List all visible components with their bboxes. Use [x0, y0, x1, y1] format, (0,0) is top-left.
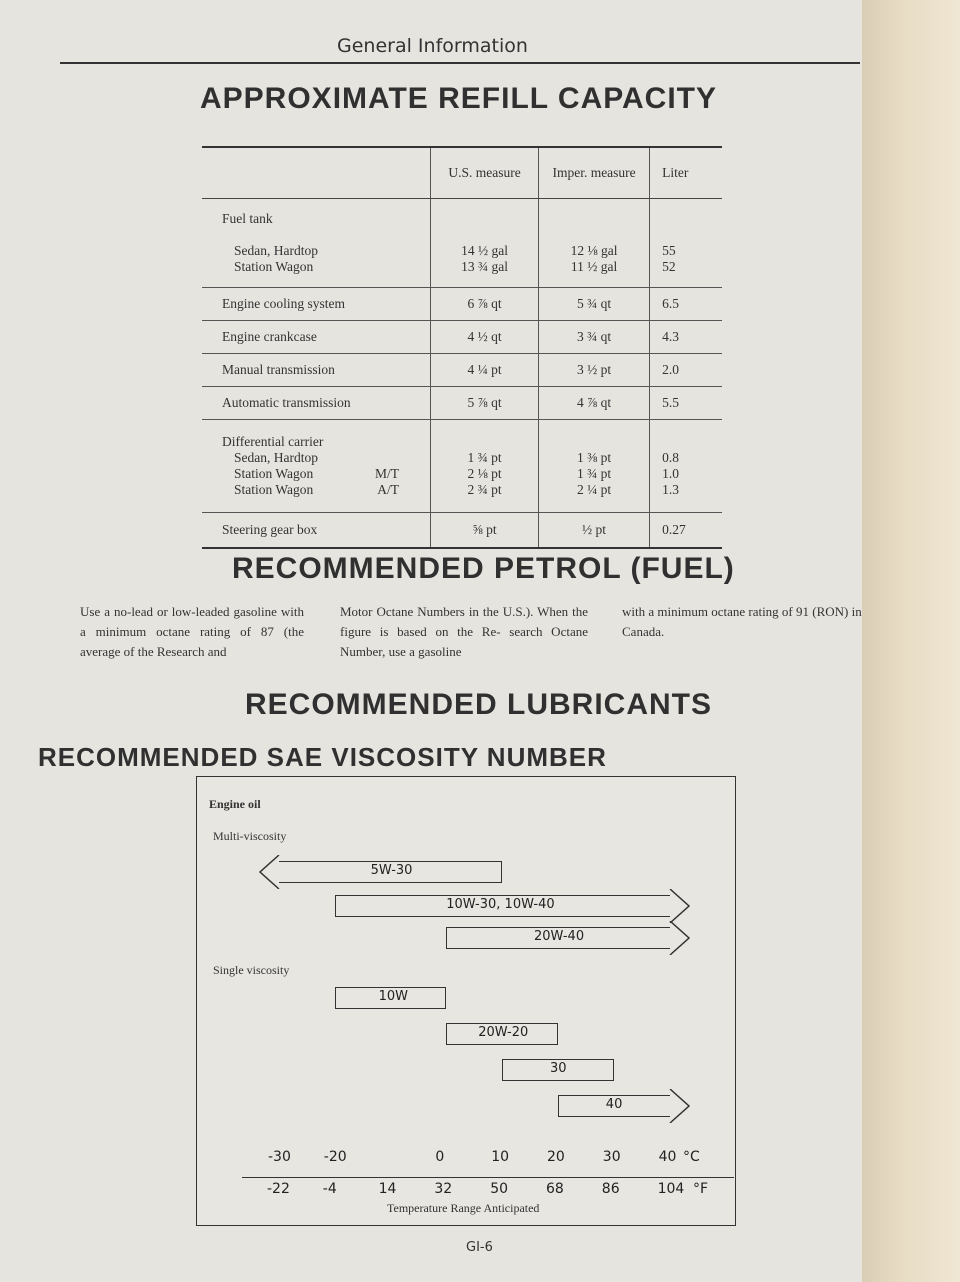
table-row: Automatic transmission 5 ⅞ qt 4 ⅞ qt 5.5 [202, 387, 722, 420]
arrow-right-icon [668, 889, 690, 923]
arrow-right-icon [668, 921, 690, 955]
page-header: General Information [337, 35, 528, 57]
table-header-row [202, 147, 722, 199]
fahrenheit-tick: 104 [657, 1181, 685, 1197]
celsius-tick: 20 [547, 1149, 565, 1165]
table-row: Fuel tank Sedan, Hardtop Station Wagon 14 ½ gal 13 ¾ gal 12 ⅛ gal 11 ½ gal 55 52 [202, 199, 722, 288]
refill-capacity-title: APPROXIMATE REFILL CAPACITY [200, 82, 718, 115]
celsius-tick: 10 [491, 1149, 510, 1165]
table-row: Differential carrier Sedan, Hardtop Station Wagon M/T Station Wagon A/T 1 ¾ pt 2 ⅛ pt 2 ¾ pt 1 ⅜ pt 1 ¾ pt 2 ¼ pt 0.8 1.0 1.3 [202, 420, 722, 513]
fahrenheit-tick: -4 [322, 1181, 337, 1197]
table-row: Manual transmission 4 ¼ pt 3 ½ pt 2.0 [202, 354, 722, 387]
fahrenheit-tick: 86 [601, 1181, 620, 1197]
celsius-tick: -20 [323, 1149, 347, 1165]
col-us: U.S. measure [431, 147, 539, 199]
celsius-tick: 0 [435, 1149, 445, 1165]
viscosity-bar-label: 40 [605, 1097, 623, 1112]
multi-viscosity-label: Multi-viscosity [213, 829, 287, 843]
viscosity-chart [196, 776, 736, 1226]
col-imperial: Imper. measure [539, 147, 650, 199]
fahrenheit-tick: 14 [378, 1181, 397, 1197]
viscosity-bar-label: 30 [550, 1061, 567, 1076]
fahrenheit-tick: 68 [546, 1181, 564, 1197]
fahrenheit-tick: -22 [267, 1181, 290, 1197]
fahrenheit-unit: °F [693, 1181, 709, 1197]
viscosity-bar-label: 20W-20 [478, 1025, 529, 1040]
viscosity-bar-label: 5W-30 [370, 863, 413, 878]
celsius-unit: °C [683, 1149, 700, 1165]
fahrenheit-tick: 32 [434, 1181, 453, 1197]
sae-viscosity-title: RECOMMENDED SAE VISCOSITY NUMBER [38, 742, 607, 772]
header-rule [60, 62, 860, 64]
petrol-paragraph-3: with a minimum octane rating of 91 (RON) in Canada. [622, 604, 862, 639]
petrol-title: RECOMMENDED PETROL (FUEL) [232, 552, 735, 585]
col-liter: Liter [650, 147, 722, 199]
celsius-tick: 30 [602, 1149, 621, 1165]
celsius-tick: 40 [658, 1149, 677, 1165]
refill-capacity-table [202, 146, 722, 549]
celsius-tick: -30 [268, 1149, 291, 1165]
petrol-paragraph-2: Motor Octane Numbers in the U.S.). When the figure is based on the Re- search Octane Number, use a gasoline [340, 604, 588, 659]
petrol-paragraph-1: Use a no-lead or low-leaded gasoline with a minimum octane rating of 87 (the average of the Research and [80, 604, 304, 659]
table-row: Steering gear box ⅝ pt ½ pt 0.27 [202, 513, 722, 549]
viscosity-bar-label: 20W-40 [534, 929, 585, 944]
arrow-left-icon [259, 855, 281, 889]
table-row: Engine cooling system 6 ⅞ qt 5 ¾ qt 6.5 [202, 288, 722, 321]
axis-label: Temperature Range Anticipated [387, 1201, 540, 1215]
lubricants-title: RECOMMENDED LUBRICANTS [245, 688, 712, 721]
arrow-right-icon [668, 1089, 690, 1123]
page-number: GI-6 [466, 1240, 493, 1255]
viscosity-bar-label: 10W-30, 10W-40 [446, 897, 555, 912]
table-row: Engine crankcase 4 ½ qt 3 ¾ qt 4.3 [202, 321, 722, 354]
viscosity-bar-label: 10W [378, 989, 408, 1004]
engine-oil-label: Engine oil [209, 797, 261, 811]
temperature-axis [242, 1177, 734, 1178]
fahrenheit-tick: 50 [490, 1181, 509, 1197]
single-viscosity-label: Single viscosity [213, 963, 290, 977]
